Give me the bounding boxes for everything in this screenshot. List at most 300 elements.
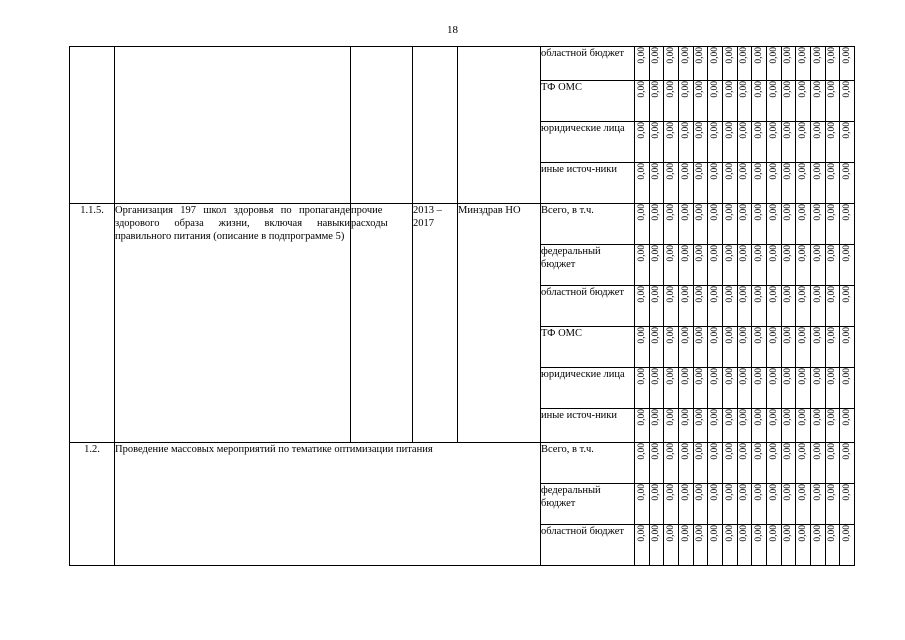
value-cell xyxy=(722,286,737,327)
value-cell xyxy=(649,327,664,368)
value-cell xyxy=(766,122,781,163)
value-text: 0,00 xyxy=(739,47,750,64)
value-cell xyxy=(693,443,708,484)
value-cell xyxy=(796,122,811,163)
value-cell xyxy=(810,245,825,286)
value-text: 0,00 xyxy=(724,409,735,426)
value-cell xyxy=(781,409,796,443)
value-text: 0,00 xyxy=(754,409,765,426)
value-text: 0,00 xyxy=(666,81,677,98)
value-cell xyxy=(796,204,811,245)
value-text: 0,00 xyxy=(710,443,721,460)
value-text: 0,00 xyxy=(651,245,662,262)
value-cell xyxy=(752,163,767,204)
value-cell xyxy=(825,122,840,163)
value-text: 0,00 xyxy=(651,286,662,303)
value-text: 0,00 xyxy=(827,163,838,180)
value-cell xyxy=(678,368,693,409)
value-text: 0,00 xyxy=(812,204,823,221)
value-cell xyxy=(649,443,664,484)
value-text: 0,00 xyxy=(724,484,735,501)
value-cell xyxy=(840,327,855,368)
value-cell xyxy=(781,204,796,245)
value-cell xyxy=(766,409,781,443)
value-cell xyxy=(752,525,767,566)
value-text: 0,00 xyxy=(783,204,794,221)
value-text: 0,00 xyxy=(710,204,721,221)
value-cell xyxy=(722,484,737,525)
value-text: 0,00 xyxy=(636,47,647,64)
value-text: 0,00 xyxy=(798,327,809,344)
value-cell xyxy=(635,286,650,327)
value-text: 0,00 xyxy=(842,525,853,542)
value-text: 0,00 xyxy=(651,122,662,139)
value-text: 0,00 xyxy=(768,443,779,460)
value-text: 0,00 xyxy=(768,484,779,501)
item-number-cell xyxy=(70,47,115,204)
value-text: 0,00 xyxy=(710,122,721,139)
value-cell xyxy=(708,81,723,122)
value-text: 0,00 xyxy=(680,245,691,262)
value-text: 0,00 xyxy=(739,443,750,460)
value-cell xyxy=(810,204,825,245)
source-regional: областной бюджет xyxy=(541,47,635,81)
value-cell xyxy=(664,443,679,484)
value-cell xyxy=(722,204,737,245)
value-cell xyxy=(678,81,693,122)
value-text: 0,00 xyxy=(798,286,809,303)
value-text: 0,00 xyxy=(710,484,721,501)
value-cell xyxy=(766,327,781,368)
value-text: 0,00 xyxy=(680,409,691,426)
value-text: 0,00 xyxy=(827,525,838,542)
value-cell xyxy=(635,484,650,525)
value-cell xyxy=(722,409,737,443)
value-text: 0,00 xyxy=(710,409,721,426)
value-cell xyxy=(664,286,679,327)
value-text: 0,00 xyxy=(666,245,677,262)
value-cell xyxy=(810,47,825,81)
value-cell xyxy=(781,443,796,484)
value-text: 0,00 xyxy=(827,327,838,344)
value-cell xyxy=(678,122,693,163)
value-cell xyxy=(752,484,767,525)
value-text: 0,00 xyxy=(695,122,706,139)
value-cell xyxy=(678,245,693,286)
value-cell xyxy=(635,525,650,566)
item-executor: Минздрав НО xyxy=(458,204,541,443)
value-text: 0,00 xyxy=(695,368,706,385)
value-cell xyxy=(722,443,737,484)
value-text: 0,00 xyxy=(798,443,809,460)
value-cell xyxy=(796,286,811,327)
value-text: 0,00 xyxy=(783,47,794,64)
value-text: 0,00 xyxy=(666,163,677,180)
value-cell xyxy=(781,81,796,122)
value-cell xyxy=(664,245,679,286)
value-cell xyxy=(635,245,650,286)
value-cell xyxy=(766,368,781,409)
value-text: 0,00 xyxy=(680,525,691,542)
value-text: 0,00 xyxy=(651,368,662,385)
value-cell xyxy=(752,368,767,409)
value-text: 0,00 xyxy=(636,443,647,460)
value-cell xyxy=(678,409,693,443)
value-text: 0,00 xyxy=(812,122,823,139)
value-text: 0,00 xyxy=(827,204,838,221)
value-cell xyxy=(737,525,752,566)
value-cell xyxy=(737,327,752,368)
value-cell xyxy=(664,163,679,204)
value-cell xyxy=(796,409,811,443)
source-total: Всего, в т.ч. xyxy=(541,204,635,245)
value-text: 0,00 xyxy=(842,443,853,460)
value-cell xyxy=(693,204,708,245)
value-cell xyxy=(796,443,811,484)
value-text: 0,00 xyxy=(710,245,721,262)
value-text: 0,00 xyxy=(768,204,779,221)
value-text: 0,00 xyxy=(710,327,721,344)
value-text: 0,00 xyxy=(680,368,691,385)
value-cell xyxy=(766,484,781,525)
value-cell xyxy=(752,204,767,245)
value-text: 0,00 xyxy=(724,81,735,98)
value-text: 0,00 xyxy=(739,81,750,98)
value-cell xyxy=(722,245,737,286)
value-text: 0,00 xyxy=(783,368,794,385)
value-text: 0,00 xyxy=(798,163,809,180)
value-text: 0,00 xyxy=(636,245,647,262)
value-cell xyxy=(840,525,855,566)
value-text: 0,00 xyxy=(812,81,823,98)
value-text: 0,00 xyxy=(695,47,706,64)
value-cell xyxy=(781,47,796,81)
value-text: 0,00 xyxy=(798,122,809,139)
value-cell xyxy=(693,245,708,286)
value-cell xyxy=(678,327,693,368)
value-cell xyxy=(722,327,737,368)
value-cell xyxy=(737,368,752,409)
value-text: 0,00 xyxy=(754,525,765,542)
value-text: 0,00 xyxy=(651,47,662,64)
value-text: 0,00 xyxy=(812,286,823,303)
value-text: 0,00 xyxy=(783,484,794,501)
value-cell xyxy=(840,443,855,484)
value-cell xyxy=(693,81,708,122)
value-cell xyxy=(766,443,781,484)
value-cell xyxy=(649,163,664,204)
value-text: 0,00 xyxy=(680,484,691,501)
value-text: 0,00 xyxy=(827,484,838,501)
value-text: 0,00 xyxy=(842,163,853,180)
value-text: 0,00 xyxy=(783,286,794,303)
value-text: 0,00 xyxy=(842,327,853,344)
value-text: 0,00 xyxy=(636,286,647,303)
value-cell xyxy=(649,286,664,327)
item-description: Проведение массовых мероприятий по тематике оптимизации питания xyxy=(115,443,541,566)
value-cell xyxy=(781,163,796,204)
value-cell xyxy=(664,368,679,409)
value-text: 0,00 xyxy=(783,443,794,460)
value-cell xyxy=(649,245,664,286)
value-text: 0,00 xyxy=(636,484,647,501)
value-cell xyxy=(796,81,811,122)
value-text: 0,00 xyxy=(798,204,809,221)
value-text: 0,00 xyxy=(812,409,823,426)
source-federal: федеральный бюджет xyxy=(541,245,635,286)
value-cell xyxy=(737,122,752,163)
value-cell xyxy=(752,47,767,81)
value-cell xyxy=(649,525,664,566)
value-text: 0,00 xyxy=(680,47,691,64)
value-text: 0,00 xyxy=(798,484,809,501)
value-text: 0,00 xyxy=(739,368,750,385)
value-text: 0,00 xyxy=(812,443,823,460)
value-cell xyxy=(810,484,825,525)
value-cell xyxy=(737,245,752,286)
value-text: 0,00 xyxy=(798,409,809,426)
value-cell xyxy=(737,81,752,122)
value-text: 0,00 xyxy=(768,47,779,64)
value-text: 0,00 xyxy=(827,286,838,303)
value-text: 0,00 xyxy=(695,245,706,262)
value-text: 0,00 xyxy=(710,47,721,64)
value-cell xyxy=(796,525,811,566)
value-text: 0,00 xyxy=(695,484,706,501)
value-cell xyxy=(781,525,796,566)
value-cell xyxy=(766,47,781,81)
value-text: 0,00 xyxy=(636,204,647,221)
value-text: 0,00 xyxy=(651,484,662,501)
value-cell xyxy=(781,286,796,327)
value-cell xyxy=(693,327,708,368)
source-regional: областной бюджет xyxy=(541,525,635,566)
value-text: 0,00 xyxy=(754,368,765,385)
value-text: 0,00 xyxy=(724,525,735,542)
value-text: 0,00 xyxy=(783,327,794,344)
value-text: 0,00 xyxy=(651,443,662,460)
value-text: 0,00 xyxy=(724,204,735,221)
value-cell xyxy=(635,327,650,368)
value-text: 0,00 xyxy=(783,409,794,426)
value-cell xyxy=(708,409,723,443)
value-cell xyxy=(708,245,723,286)
value-cell xyxy=(840,204,855,245)
value-text: 0,00 xyxy=(695,286,706,303)
table-row xyxy=(70,204,855,245)
value-cell xyxy=(693,409,708,443)
value-text: 0,00 xyxy=(842,286,853,303)
page-number: 18 xyxy=(447,24,458,36)
value-text: 0,00 xyxy=(812,163,823,180)
value-text: 0,00 xyxy=(842,122,853,139)
value-text: 0,00 xyxy=(651,525,662,542)
value-text: 0,00 xyxy=(695,409,706,426)
value-text: 0,00 xyxy=(798,47,809,64)
value-cell xyxy=(737,204,752,245)
value-cell xyxy=(825,81,840,122)
value-cell xyxy=(708,163,723,204)
value-cell xyxy=(796,245,811,286)
value-cell xyxy=(840,81,855,122)
value-text: 0,00 xyxy=(724,443,735,460)
value-cell xyxy=(722,81,737,122)
value-text: 0,00 xyxy=(680,327,691,344)
value-text: 0,00 xyxy=(827,409,838,426)
value-cell xyxy=(649,368,664,409)
value-cell xyxy=(678,525,693,566)
value-text: 0,00 xyxy=(695,525,706,542)
value-cell xyxy=(825,47,840,81)
value-cell xyxy=(678,286,693,327)
value-text: 0,00 xyxy=(812,368,823,385)
value-text: 0,00 xyxy=(739,204,750,221)
item-category: прочие расходы xyxy=(351,204,413,443)
value-cell xyxy=(708,204,723,245)
value-text: 0,00 xyxy=(695,163,706,180)
value-text: 0,00 xyxy=(754,204,765,221)
value-cell xyxy=(649,409,664,443)
value-cell xyxy=(825,484,840,525)
value-cell xyxy=(840,368,855,409)
value-cell xyxy=(766,163,781,204)
value-text: 0,00 xyxy=(710,163,721,180)
value-cell xyxy=(796,484,811,525)
value-text: 0,00 xyxy=(636,122,647,139)
value-cell xyxy=(752,122,767,163)
value-text: 0,00 xyxy=(695,204,706,221)
value-text: 0,00 xyxy=(680,204,691,221)
value-text: 0,00 xyxy=(651,327,662,344)
value-text: 0,00 xyxy=(680,286,691,303)
value-cell xyxy=(649,484,664,525)
value-cell xyxy=(664,122,679,163)
value-cell xyxy=(722,47,737,81)
value-text: 0,00 xyxy=(724,327,735,344)
value-cell xyxy=(810,81,825,122)
value-cell xyxy=(781,368,796,409)
value-text: 0,00 xyxy=(739,122,750,139)
value-cell xyxy=(635,204,650,245)
value-text: 0,00 xyxy=(842,484,853,501)
value-cell xyxy=(678,204,693,245)
item-period-cell xyxy=(413,47,458,204)
value-cell xyxy=(635,47,650,81)
value-cell xyxy=(825,163,840,204)
value-cell xyxy=(693,163,708,204)
value-text: 0,00 xyxy=(768,122,779,139)
value-cell xyxy=(810,525,825,566)
value-text: 0,00 xyxy=(783,245,794,262)
value-cell xyxy=(635,122,650,163)
value-cell xyxy=(825,245,840,286)
value-text: 0,00 xyxy=(680,122,691,139)
value-text: 0,00 xyxy=(754,163,765,180)
value-text: 0,00 xyxy=(783,122,794,139)
value-text: 0,00 xyxy=(754,286,765,303)
value-cell xyxy=(635,163,650,204)
value-text: 0,00 xyxy=(680,81,691,98)
value-cell xyxy=(840,163,855,204)
value-text: 0,00 xyxy=(754,122,765,139)
value-cell xyxy=(796,368,811,409)
value-cell xyxy=(752,409,767,443)
value-text: 0,00 xyxy=(842,81,853,98)
value-cell xyxy=(693,525,708,566)
value-cell xyxy=(825,286,840,327)
value-cell xyxy=(664,327,679,368)
table-row xyxy=(70,443,855,484)
value-cell xyxy=(840,409,855,443)
value-cell xyxy=(781,484,796,525)
value-cell xyxy=(635,81,650,122)
value-cell xyxy=(766,204,781,245)
value-cell xyxy=(649,81,664,122)
item-category-cell xyxy=(351,47,413,204)
value-cell xyxy=(708,443,723,484)
value-text: 0,00 xyxy=(754,484,765,501)
value-cell xyxy=(708,327,723,368)
value-text: 0,00 xyxy=(710,286,721,303)
value-text: 0,00 xyxy=(666,368,677,385)
source-tfoms: ТФ ОМС xyxy=(541,327,635,368)
value-cell xyxy=(708,47,723,81)
value-text: 0,00 xyxy=(739,245,750,262)
value-text: 0,00 xyxy=(768,409,779,426)
value-text: 0,00 xyxy=(651,163,662,180)
value-cell xyxy=(737,286,752,327)
value-cell xyxy=(722,163,737,204)
source-legal: юридические лица xyxy=(541,122,635,163)
value-cell xyxy=(840,122,855,163)
value-text: 0,00 xyxy=(636,163,647,180)
value-cell xyxy=(708,122,723,163)
value-cell xyxy=(664,409,679,443)
budget-table xyxy=(69,46,855,566)
value-cell xyxy=(664,47,679,81)
item-number: 1.1.5. xyxy=(70,204,115,443)
source-other: иные источ-ники xyxy=(541,409,635,443)
value-text: 0,00 xyxy=(827,122,838,139)
source-regional: областной бюджет xyxy=(541,286,635,327)
value-text: 0,00 xyxy=(798,525,809,542)
value-cell xyxy=(752,327,767,368)
value-cell xyxy=(693,47,708,81)
source-federal: федеральный бюджет xyxy=(541,484,635,525)
value-cell xyxy=(752,443,767,484)
value-cell xyxy=(649,47,664,81)
value-text: 0,00 xyxy=(724,286,735,303)
value-cell xyxy=(693,122,708,163)
value-cell xyxy=(737,47,752,81)
value-text: 0,00 xyxy=(768,286,779,303)
value-text: 0,00 xyxy=(739,409,750,426)
item-number: 1.2. xyxy=(70,443,115,566)
value-text: 0,00 xyxy=(666,47,677,64)
value-text: 0,00 xyxy=(695,81,706,98)
value-cell xyxy=(752,245,767,286)
item-executor-cell xyxy=(458,47,541,204)
value-cell xyxy=(649,204,664,245)
value-text: 0,00 xyxy=(636,81,647,98)
item-period: 2013 – 2017 xyxy=(413,204,458,443)
value-cell xyxy=(825,204,840,245)
value-text: 0,00 xyxy=(666,327,677,344)
value-text: 0,00 xyxy=(827,245,838,262)
value-text: 0,00 xyxy=(783,525,794,542)
value-text: 0,00 xyxy=(651,409,662,426)
value-text: 0,00 xyxy=(724,368,735,385)
